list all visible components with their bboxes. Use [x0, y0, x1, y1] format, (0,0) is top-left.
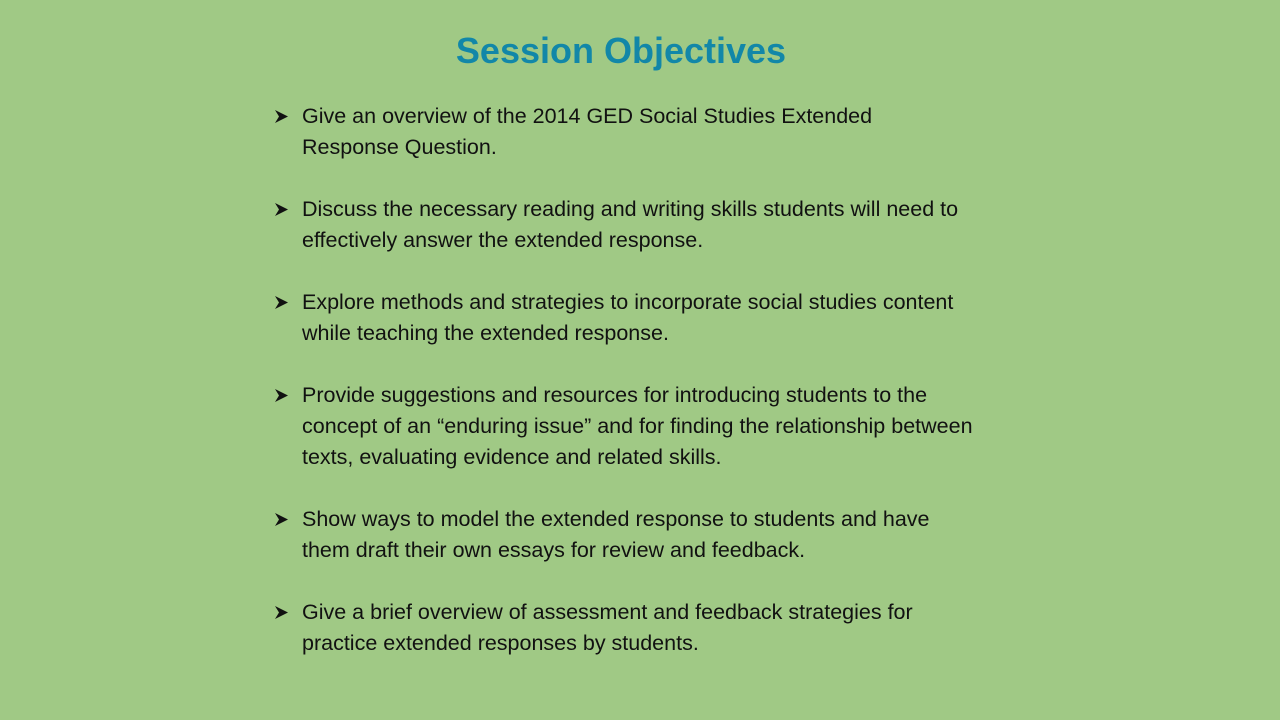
arrowhead-bullet-icon: [274, 512, 289, 527]
objective-text: Give an overview of the 2014 GED Social Studies Extended Response Question.: [302, 104, 873, 159]
slide-title: Session Objectives: [455, 30, 787, 71]
objectives-list: [274, 101, 974, 659]
objective-item: [274, 194, 974, 256]
objective-text: Explore methods and strategies to incorporate social studies content while teaching the extended response.: [302, 290, 954, 345]
arrowhead-bullet-icon: [274, 295, 289, 310]
objective-text: Provide suggestions and resources for introducing students to the concept of an “enduring issue” and for finding the relationship between texts, evaluating evidence and related skills.: [302, 383, 973, 469]
objective-text: Give a brief overview of assessment and feedback strategies for practice extended responses by students.: [302, 600, 913, 655]
objective-item: [274, 287, 974, 349]
objective-item: [274, 504, 974, 566]
objective-text: Show ways to model the extended response to students and have them draft their own essays for review and feedback.: [302, 507, 930, 562]
objective-item: [274, 597, 974, 659]
arrowhead-bullet-icon: [274, 202, 289, 217]
arrowhead-bullet-icon: [274, 605, 289, 620]
arrowhead-bullet-icon: [274, 109, 289, 124]
objective-item: [274, 380, 974, 473]
objective-item: [274, 101, 974, 163]
objective-text: Discuss the necessary reading and writing skills students will need to effectively answer the extended response.: [302, 197, 959, 252]
arrowhead-bullet-icon: [274, 388, 289, 403]
